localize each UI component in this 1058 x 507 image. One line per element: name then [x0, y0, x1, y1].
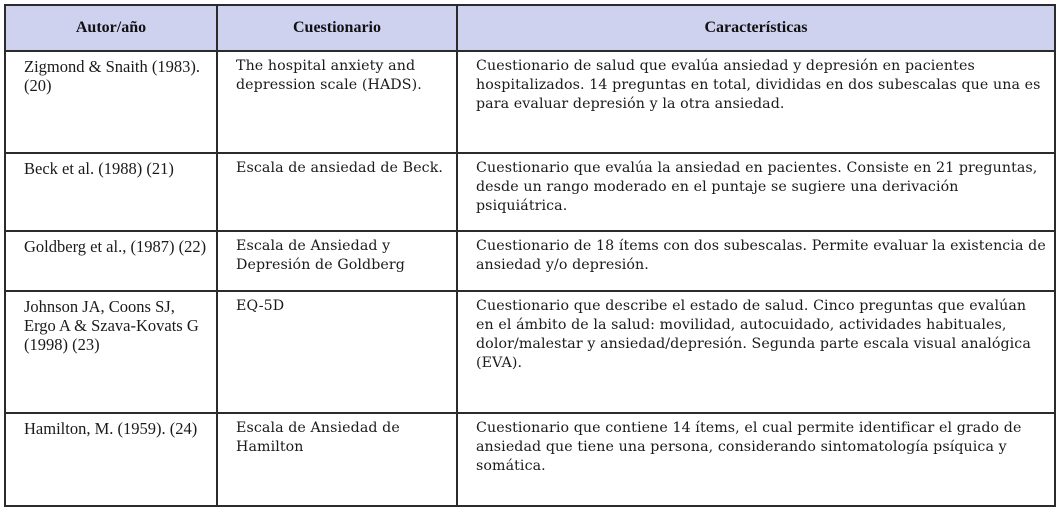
- table-row: [5, 51, 1055, 153]
- table-row: [5, 413, 1055, 506]
- cell-author: Beck et al. (1988) (21): [5, 153, 217, 231]
- cell-characteristics: Cuestionario que contiene 14 ítems, el cual permite identificar el grado de ansiedad que tiene una persona, considerando sintomatología psíquica y somática.: [457, 413, 1055, 506]
- cell-author: Johnson JA, Coons SJ, Ergo A & Szava-Kovats G (1998) (23): [5, 291, 217, 413]
- header-questionnaire: Cuestionario: [217, 5, 457, 51]
- cell-questionnaire: EQ-5D: [217, 291, 457, 413]
- table-row: [5, 291, 1055, 413]
- cell-questionnaire: The hospital anxiety and depression scale (HADS).: [217, 51, 457, 153]
- cell-questionnaire: Escala de Ansiedad y Depresión de Goldberg: [217, 231, 457, 291]
- cell-author: Hamilton, M. (1959). (24): [5, 413, 217, 506]
- table-row: [5, 153, 1055, 231]
- cell-characteristics: Cuestionario de 18 ítems con dos subescalas. Permite evaluar la existencia de ansiedad y/o depresión.: [457, 231, 1055, 291]
- cell-questionnaire: Escala de Ansiedad de Hamilton: [217, 413, 457, 506]
- header-characteristics: Características: [457, 5, 1055, 51]
- header-row: [5, 5, 1055, 51]
- cell-characteristics: Cuestionario que describe el estado de salud. Cinco preguntas que evalúan en el ámbito de la salud: movilidad, autocuidado, actividades habituales, dolor/malestar y ansiedad/depresión. Segunda parte escala visual analógica (EVA).: [457, 291, 1055, 413]
- header-author: Autor/año: [5, 5, 217, 51]
- questionnaire-table: [4, 4, 1056, 507]
- table-row: [5, 231, 1055, 291]
- cell-author: Zigmond & Snaith (1983). (20): [5, 51, 217, 153]
- cell-author: Goldberg et al., (1987) (22): [5, 231, 217, 291]
- cell-characteristics: Cuestionario que evalúa la ansiedad en pacientes. Consiste en 21 preguntas, desde un rango moderado en el puntaje se sugiere una derivación psiquiátrica.: [457, 153, 1055, 231]
- cell-questionnaire: Escala de ansiedad de Beck.: [217, 153, 457, 231]
- cell-characteristics: Cuestionario de salud que evalúa ansiedad y depresión en pacientes hospitalizados. 14 preguntas en total, divididas en dos subescalas que una es para evaluar depresión y la otra ansiedad.: [457, 51, 1055, 153]
